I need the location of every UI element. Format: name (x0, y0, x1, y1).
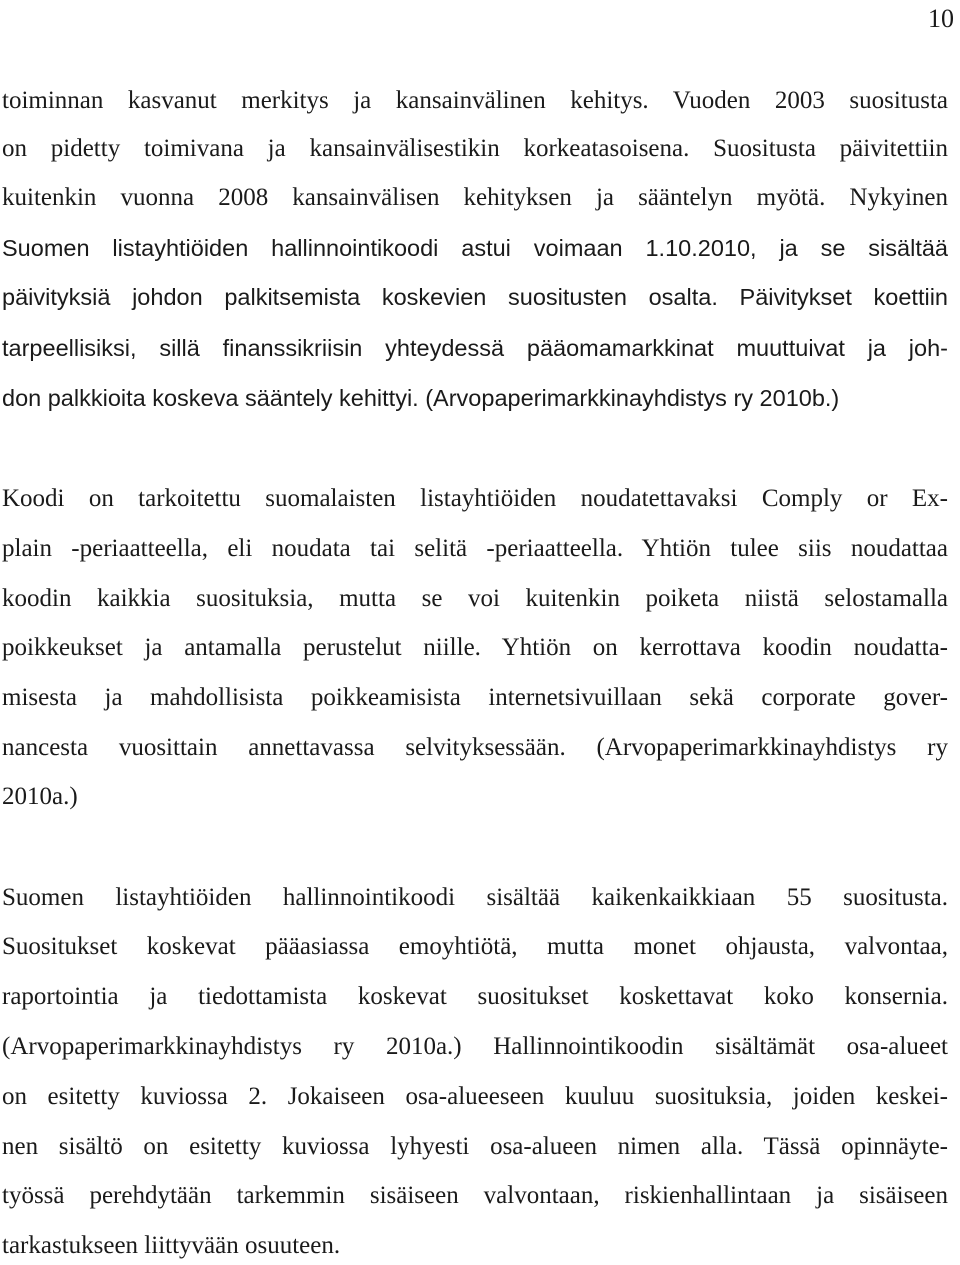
text-line: Suositukset koskevat pääasiassa emoyhtiötä, mutta monet ohjausta, valvontaa, (2, 933, 948, 960)
text-line: on esitetty kuviossa 2. Jokaiseen osa-alueeseen kuuluu suosituksia, joiden keskei- (2, 1083, 948, 1110)
page-number: 10 (928, 4, 954, 33)
text-line: tarkastukseen liittyvään osuuteen. (2, 1232, 341, 1259)
text-line: Suomen listayhtiöiden hallinnointikoodi astui voimaan 1.10.2010, ja se sisältää (2, 235, 948, 261)
text-line: tarpeellisiksi, sillä finanssikriisin yhteydessä pääomamarkkinat muuttuivat ja joh- (2, 335, 948, 361)
text-line: päivityksiä johdon palkitsemista koskevien suositusten osalta. Päivitykset koettiin (2, 284, 948, 310)
text-line: (Arvopaperimarkkinayhdistys ry 2010a.) Hallinnointikoodin sisältämät osa-alueet (2, 1033, 948, 1060)
text-line: poikkeukset ja antamalla perustelut niille. Yhtiön on kerrottava koodin noudatta- (2, 634, 948, 661)
text-line: raportointia ja tiedottamista koskevat suositukset koskettavat koko konsernia. (2, 983, 948, 1010)
text-line: kuitenkin vuonna 2008 kansainvälisen kehityksen ja sääntelyn myötä. Nykyinen (2, 184, 948, 211)
text-line: on pidetty toimivana ja kansainvälisestikin korkeatasoisena. Suositusta päivitettiin (2, 135, 948, 162)
text-line: 2010a.) (2, 783, 78, 810)
text-line: plain -periaatteella, eli noudata tai selitä -periaatteella. Yhtiön tulee siis noudattaa (2, 535, 948, 562)
text-line: nen sisältö on esitetty kuviossa lyhyesti osa-alueen nimen alla. Tässä opinnäyte- (2, 1133, 948, 1160)
text-line: koodin kaikkia suosituksia, mutta se voi kuitenkin poiketa niistä selostamalla (2, 585, 948, 612)
text-line: työssä perehdytään tarkemmin sisäiseen valvontaan, riskienhallintaan ja sisäiseen (2, 1182, 948, 1209)
text-line: toiminnan kasvanut merkitys ja kansainvälinen kehitys. Vuoden 2003 suositusta (2, 87, 948, 114)
text-line: Suomen listayhtiöiden hallinnointikoodi sisältää kaikenkaikkiaan 55 suositusta. (2, 884, 948, 911)
text-line: don palkkioita koskeva sääntely kehittyi. (Arvopaperimarkkinayhdistys ry 2010b.) (2, 385, 840, 411)
text-line: Koodi on tarkoitettu suomalaisten listayhtiöiden noudatettavaksi Comply or Ex- (2, 485, 948, 512)
text-line: misesta ja mahdollisista poikkeamisista internetsivuillaan sekä corporate gover- (2, 684, 948, 711)
text-line: nancesta vuosittain annettavassa selvityksessään. (Arvopaperimarkkinayhdistys ry (2, 734, 948, 761)
